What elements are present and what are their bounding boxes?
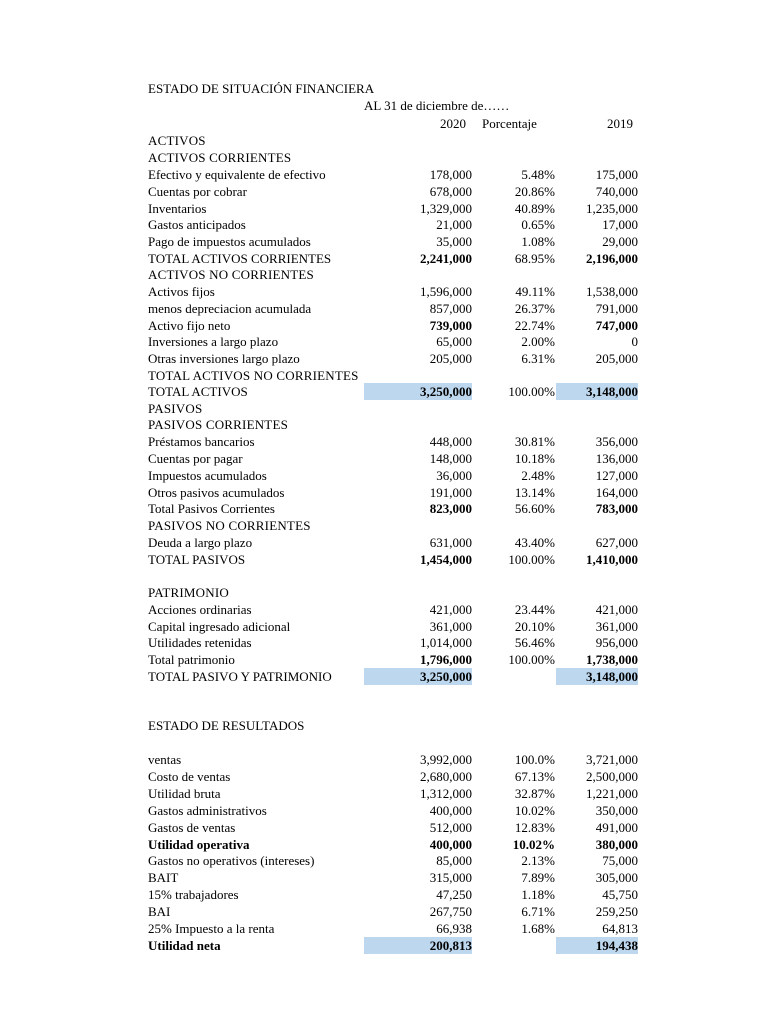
table-row xyxy=(0,903,768,920)
value-2020: 361,000 xyxy=(429,619,472,634)
table-row xyxy=(0,467,768,484)
row-label: 15% trabajadores xyxy=(148,887,239,902)
table-row xyxy=(0,149,768,166)
value-2019: 45,750 xyxy=(602,887,638,902)
value-2019: 1,410,000 xyxy=(586,552,638,567)
table-row xyxy=(0,383,768,400)
table-row xyxy=(0,416,768,433)
value-percentage: 12.83% xyxy=(514,820,555,835)
row-label: Acciones ordinarias xyxy=(148,602,252,617)
value-2020: 21,000 xyxy=(436,217,472,232)
row-label: Utilidad bruta xyxy=(148,786,221,801)
row-label: Total Pasivos Corrientes xyxy=(148,501,275,516)
row-label: PASIVOS xyxy=(148,401,203,416)
value-2020: 315,000 xyxy=(429,870,472,885)
row-label: Préstamos bancarios xyxy=(148,434,255,449)
value-percentage: 2.00% xyxy=(521,334,555,349)
value-2020: 631,000 xyxy=(429,535,472,550)
row-label: TOTAL PASIVOS xyxy=(148,552,246,567)
value-percentage: 30.81% xyxy=(514,434,555,449)
value-2020: 2,241,000 xyxy=(420,251,472,266)
value-percentage: 56.60% xyxy=(514,501,555,516)
value-2020: 2,680,000 xyxy=(420,769,472,784)
value-2019: 1,538,000 xyxy=(586,284,638,299)
value-2020: 85,000 xyxy=(436,853,472,868)
value-2020: 1,454,000 xyxy=(420,552,472,567)
table-row xyxy=(0,651,768,668)
value-2020: 857,000 xyxy=(429,301,472,316)
table-row xyxy=(0,869,768,886)
table-row xyxy=(0,836,768,853)
value-2019: 747,000 xyxy=(595,318,638,333)
value-2020: 205,000 xyxy=(429,351,472,366)
value-2020: 200,813 xyxy=(364,937,472,954)
table-row xyxy=(0,751,768,768)
table-row xyxy=(0,601,768,618)
value-2019: 956,000 xyxy=(595,635,638,650)
value-2019: 3,721,000 xyxy=(586,752,638,767)
row-label: Capital ingresado adicional xyxy=(148,619,291,634)
table-row xyxy=(0,802,768,819)
value-percentage: 1.18% xyxy=(521,887,555,902)
table-row xyxy=(0,266,768,283)
table-row xyxy=(0,450,768,467)
table-row xyxy=(0,852,768,869)
row-label: Inventarios xyxy=(148,201,207,216)
value-2019: 2,196,000 xyxy=(586,251,638,266)
value-2020: 47,250 xyxy=(436,887,472,902)
value-percentage: 49.11% xyxy=(515,284,555,299)
row-label: TOTAL PASIVO Y PATRIMONIO xyxy=(148,669,332,684)
value-2020: 1,596,000 xyxy=(420,284,472,299)
row-label: Otras inversiones largo plazo xyxy=(148,351,300,366)
table-row xyxy=(0,200,768,217)
value-percentage: 10.02% xyxy=(514,803,555,818)
row-label: Cuentas por cobrar xyxy=(148,184,247,199)
value-percentage: 32.87% xyxy=(514,786,555,801)
value-2019: 1,738,000 xyxy=(586,652,638,667)
value-2020: 448,000 xyxy=(429,434,472,449)
value-2019: 380,000 xyxy=(595,837,638,852)
table-row xyxy=(0,166,768,183)
row-label: Gastos de ventas xyxy=(148,820,236,835)
value-percentage: 0.65% xyxy=(521,217,555,232)
table-row xyxy=(0,317,768,334)
table-row xyxy=(0,768,768,785)
row-label: Gastos administrativos xyxy=(148,803,267,818)
row-label: TOTAL ACTIVOS NO CORRIENTES xyxy=(148,368,359,383)
value-percentage: 7.89% xyxy=(521,870,555,885)
value-2020: 191,000 xyxy=(429,485,472,500)
row-label: Pago de impuestos acumulados xyxy=(148,234,311,249)
value-2019: 259,250 xyxy=(595,904,638,919)
value-2019: 491,000 xyxy=(595,820,638,835)
value-2020: 3,992,000 xyxy=(420,752,472,767)
row-label: Activo fijo neto xyxy=(148,318,231,333)
table-row xyxy=(0,132,768,149)
value-2019: 17,000 xyxy=(602,217,638,232)
table-row xyxy=(0,634,768,651)
value-2019: 305,000 xyxy=(595,870,638,885)
balance-title: ESTADO DE SITUACIÓN FINANCIERA xyxy=(148,81,375,96)
row-label: BAI xyxy=(148,904,171,919)
row-label: Gastos no operativos (intereses) xyxy=(148,853,315,868)
table-row xyxy=(0,920,768,937)
value-percentage: 20.10% xyxy=(514,619,555,634)
table-row xyxy=(0,183,768,200)
table-row xyxy=(0,300,768,317)
balance-subtitle: AL 31 de diciembre de…… xyxy=(364,98,510,113)
value-percentage: 100.0% xyxy=(514,752,555,767)
value-2019: 421,000 xyxy=(595,602,638,617)
table-row xyxy=(0,517,768,534)
value-2020: 1,014,000 xyxy=(420,635,472,650)
table-row xyxy=(0,367,768,384)
value-percentage: 2.48% xyxy=(521,468,555,483)
row-label: Gastos anticipados xyxy=(148,217,246,232)
row-label: ACTIVOS xyxy=(148,133,206,148)
row-label: TOTAL ACTIVOS CORRIENTES xyxy=(148,251,332,266)
row-label: Utilidad neta xyxy=(148,938,221,953)
table-row xyxy=(0,551,768,568)
value-percentage: 56.46% xyxy=(514,635,555,650)
value-2019: 3,148,000 xyxy=(556,668,638,685)
row-label: TOTAL ACTIVOS xyxy=(148,384,248,399)
table-row xyxy=(0,433,768,450)
value-2020: 823,000 xyxy=(429,501,472,516)
table-row xyxy=(0,400,768,417)
row-label: Impuestos acumulados xyxy=(148,468,267,483)
value-percentage: 10.02% xyxy=(512,837,555,852)
row-label: Cuentas por pagar xyxy=(148,451,243,466)
table-row xyxy=(0,333,768,350)
row-label: ACTIVOS NO CORRIENTES xyxy=(148,267,314,282)
value-2019: 2,500,000 xyxy=(586,769,638,784)
table-row xyxy=(0,886,768,903)
value-2019: 194,438 xyxy=(556,937,638,954)
table-row xyxy=(0,216,768,233)
value-2020: 421,000 xyxy=(429,602,472,617)
value-2019: 127,000 xyxy=(595,468,638,483)
row-label: menos depreciacion acumulada xyxy=(148,301,312,316)
value-2019: 175,000 xyxy=(595,167,638,182)
value-2020: 148,000 xyxy=(429,451,472,466)
value-percentage: 68.95% xyxy=(514,251,555,266)
row-label: Activos fijos xyxy=(148,284,215,299)
row-label: PASIVOS NO CORRIENTES xyxy=(148,518,311,533)
value-2019: 1,235,000 xyxy=(586,201,638,216)
row-label: ACTIVOS CORRIENTES xyxy=(148,150,292,165)
value-2020: 3,250,000 xyxy=(364,383,472,400)
table-row xyxy=(0,500,768,517)
value-2019: 356,000 xyxy=(595,434,638,449)
value-percentage: 10.18% xyxy=(514,451,555,466)
value-2020: 400,000 xyxy=(429,837,472,852)
value-2020: 35,000 xyxy=(436,234,472,249)
value-2019: 791,000 xyxy=(595,301,638,316)
value-2020: 678,000 xyxy=(429,184,472,199)
value-percentage: 2.13% xyxy=(521,853,555,868)
value-2019: 205,000 xyxy=(595,351,638,366)
table-row xyxy=(0,668,768,685)
value-2019: 3,148,000 xyxy=(556,383,638,400)
row-label: ventas xyxy=(148,752,182,767)
value-2019: 64,813 xyxy=(602,921,638,936)
value-percentage: 26.37% xyxy=(514,301,555,316)
value-percentage: 6.71% xyxy=(521,904,555,919)
value-2020: 1,329,000 xyxy=(420,201,472,216)
table-row xyxy=(0,819,768,836)
value-2019: 350,000 xyxy=(595,803,638,818)
col-header-2019: 2019 xyxy=(607,116,633,131)
value-2019: 783,000 xyxy=(595,501,638,516)
value-2020: 1,796,000 xyxy=(420,652,472,667)
value-2019: 627,000 xyxy=(595,535,638,550)
value-2020: 66,938 xyxy=(436,921,472,936)
table-row xyxy=(0,584,768,601)
row-label: 25% Impuesto a la renta xyxy=(148,921,275,936)
value-percentage: 22.74% xyxy=(514,318,555,333)
value-percentage: 67.13% xyxy=(514,769,555,784)
value-2019: 136,000 xyxy=(595,451,638,466)
table-row xyxy=(0,350,768,367)
value-percentage: 100.00% xyxy=(508,384,555,399)
value-2019: 75,000 xyxy=(602,853,638,868)
row-label: PATRIMONIO xyxy=(148,585,229,600)
value-2019: 1,221,000 xyxy=(586,786,638,801)
value-2020: 36,000 xyxy=(436,468,472,483)
col-header-percentage: Porcentaje xyxy=(482,116,537,131)
table-row xyxy=(0,618,768,635)
row-label: Deuda a largo plazo xyxy=(148,535,253,550)
value-percentage: 100.00% xyxy=(508,552,555,567)
value-percentage: 40.89% xyxy=(514,201,555,216)
table-row xyxy=(0,484,768,501)
row-label: Costo de ventas xyxy=(148,769,231,784)
value-2020: 400,000 xyxy=(429,803,472,818)
value-2019: 0 xyxy=(631,334,638,349)
row-label: BAIT xyxy=(148,870,179,885)
value-percentage: 20.86% xyxy=(514,184,555,199)
row-label: Total patrimonio xyxy=(148,652,235,667)
table-row xyxy=(0,785,768,802)
row-label: Inversiones a largo plazo xyxy=(148,334,279,349)
value-2020: 178,000 xyxy=(429,167,472,182)
value-2020: 3,250,000 xyxy=(364,668,472,685)
table-row xyxy=(0,283,768,300)
value-percentage: 13.14% xyxy=(514,485,555,500)
value-percentage: 23.44% xyxy=(514,602,555,617)
value-2019: 361,000 xyxy=(595,619,638,634)
value-2020: 267,750 xyxy=(429,904,472,919)
value-2019: 164,000 xyxy=(595,485,638,500)
value-percentage: 100.00% xyxy=(508,652,555,667)
row-label: Utilidad operativa xyxy=(148,837,250,852)
value-2020: 65,000 xyxy=(436,334,472,349)
value-2020: 739,000 xyxy=(429,318,472,333)
row-label: Otros pasivos acumulados xyxy=(148,485,285,500)
value-2019: 29,000 xyxy=(602,234,638,249)
value-percentage: 6.31% xyxy=(521,351,555,366)
income-title: ESTADO DE RESULTADOS xyxy=(148,718,305,733)
table-row xyxy=(0,937,768,954)
value-percentage: 43.40% xyxy=(514,535,555,550)
value-percentage: 1.08% xyxy=(521,234,555,249)
table-row xyxy=(0,250,768,267)
value-percentage: 5.48% xyxy=(521,167,555,182)
table-row xyxy=(0,233,768,250)
value-percentage: 1.68% xyxy=(521,921,555,936)
col-header-2020: 2020 xyxy=(440,116,466,131)
row-label: Efectivo y equivalente de efectivo xyxy=(148,167,326,182)
value-2020: 512,000 xyxy=(429,820,472,835)
row-label: Utilidades retenidas xyxy=(148,635,252,650)
row-label: PASIVOS CORRIENTES xyxy=(148,417,289,432)
value-2020: 1,312,000 xyxy=(420,786,472,801)
table-row xyxy=(0,534,768,551)
value-2019: 740,000 xyxy=(595,184,638,199)
